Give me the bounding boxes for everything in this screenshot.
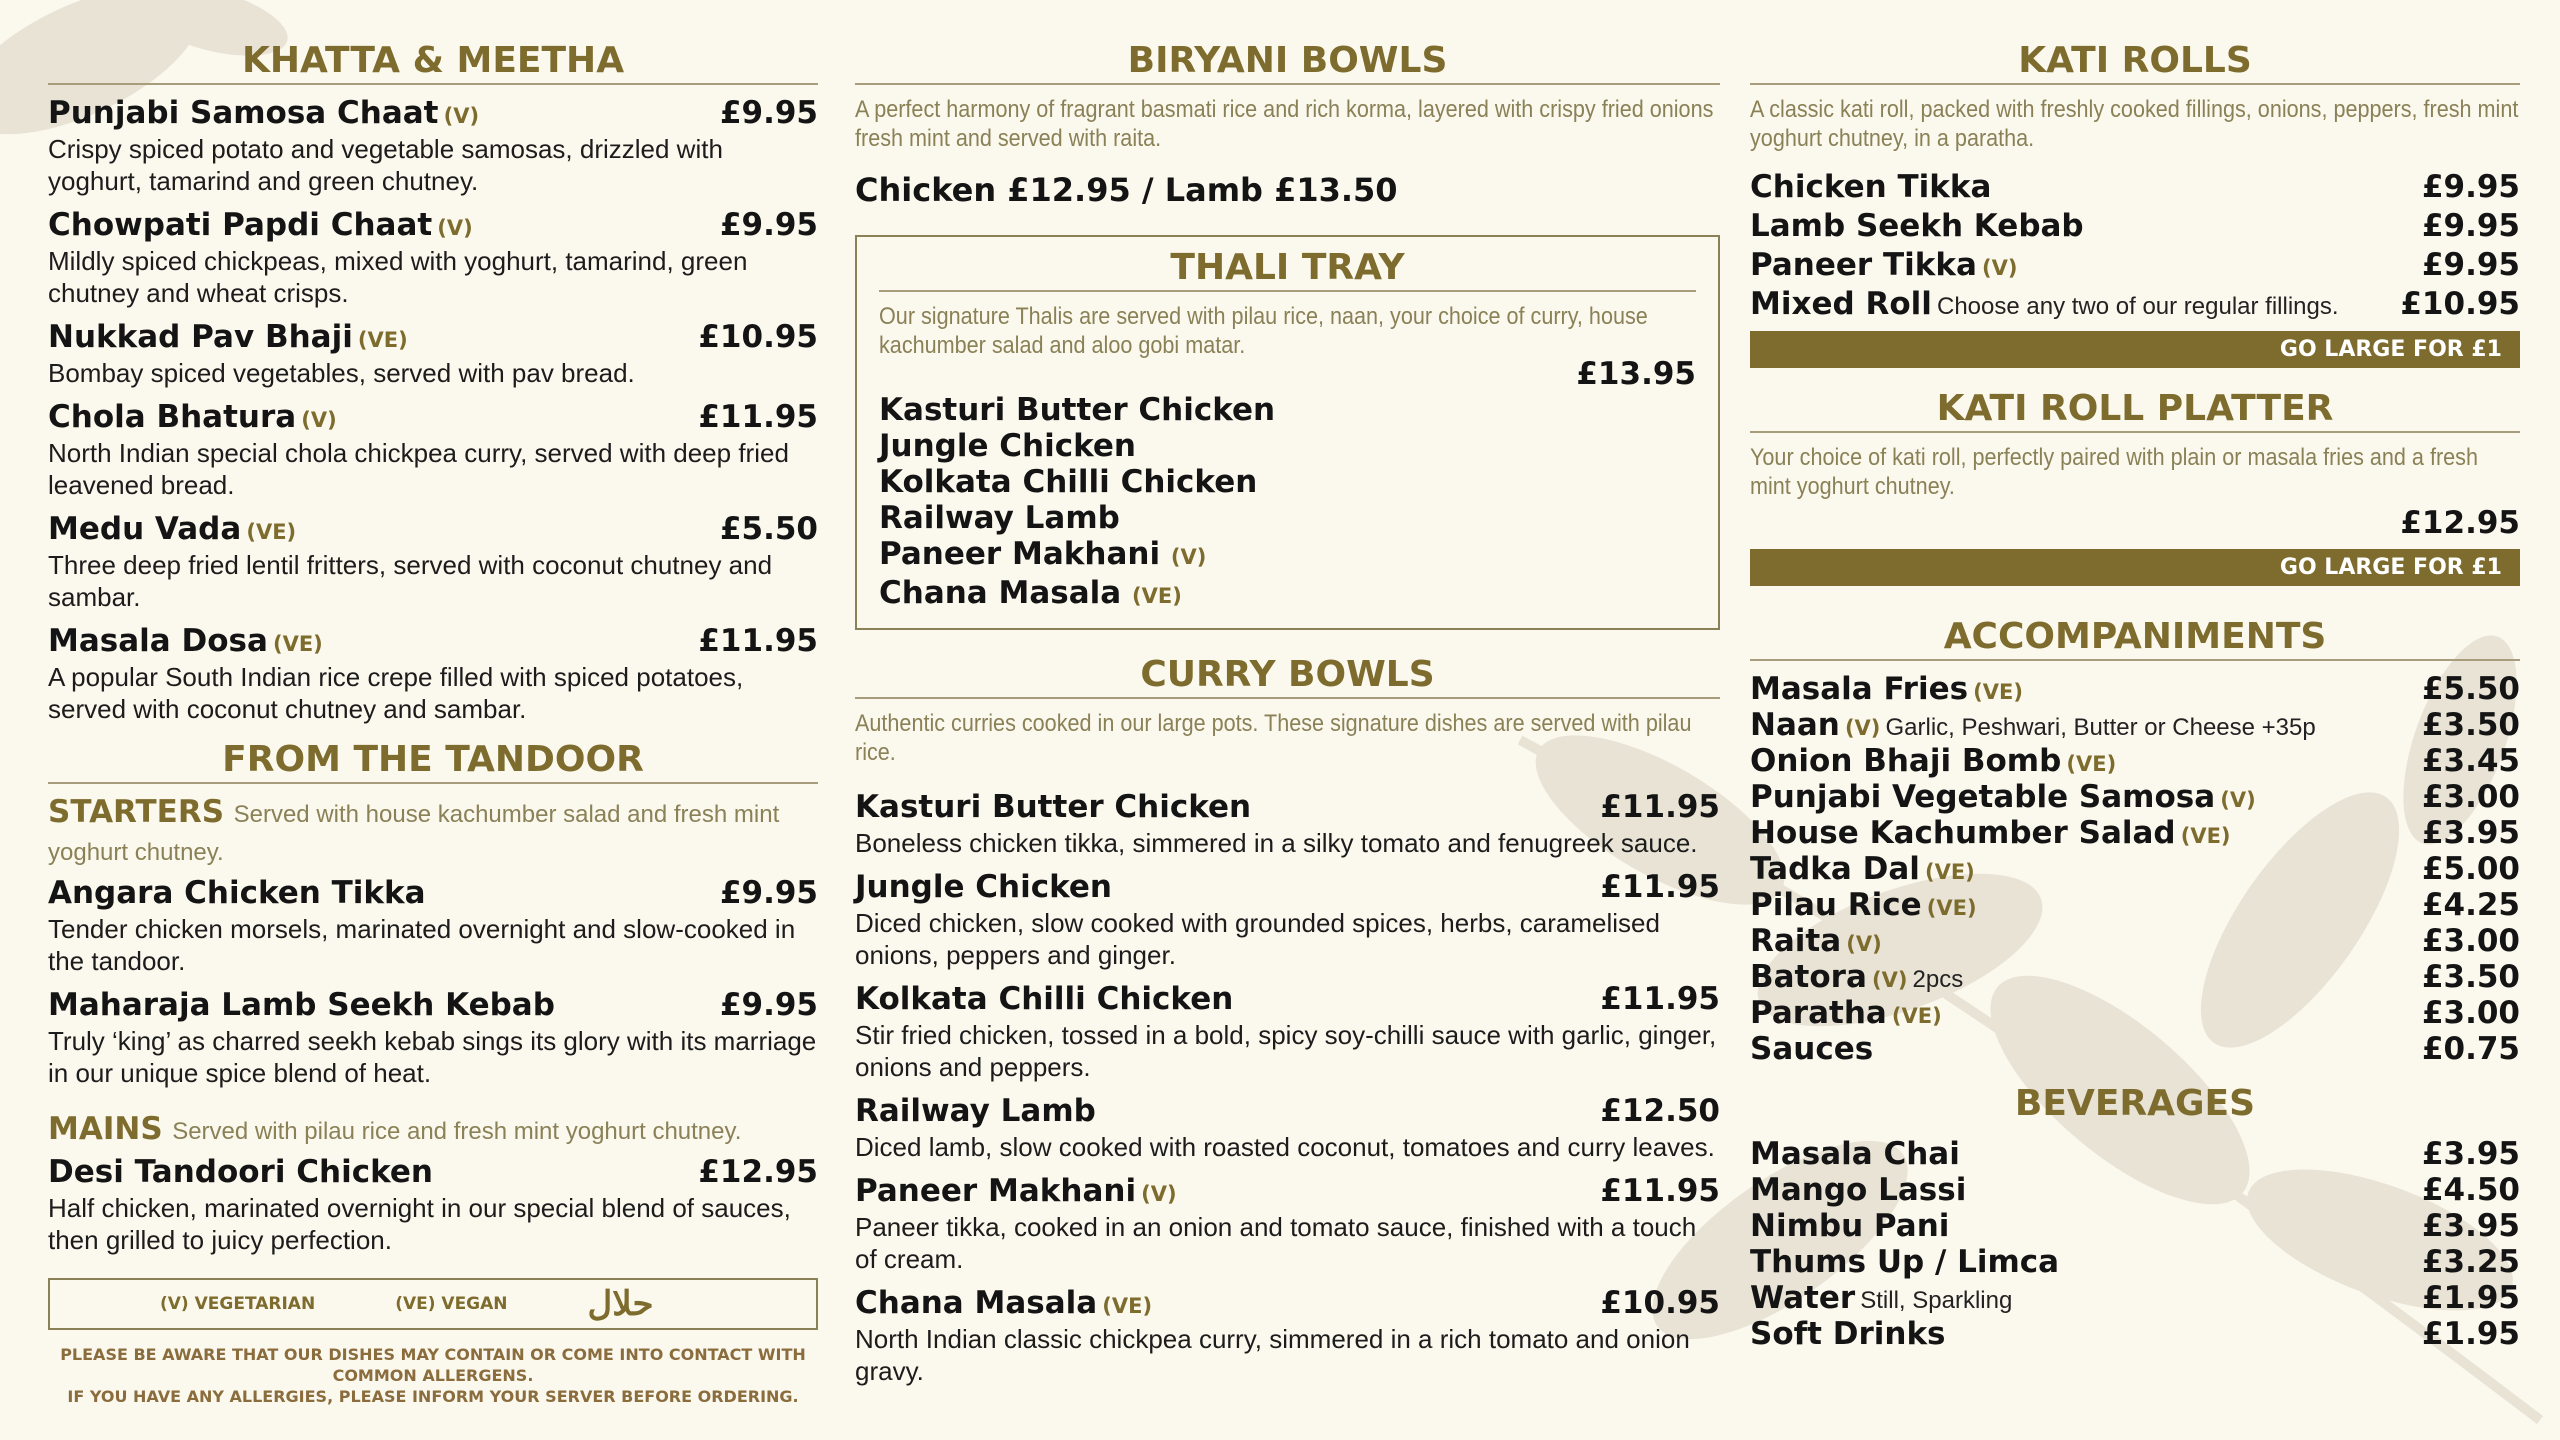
section-title-platter: KATI ROLL PLATTER: [1750, 388, 2520, 433]
menu-item-price: £5.50: [2421, 671, 2520, 707]
column-right: [1750, 40, 2520, 1352]
menu-item-price: £3.50: [2421, 707, 2520, 743]
menu-item-title: [1750, 995, 1942, 1031]
menu-item-name: Naan: [1750, 707, 1840, 743]
mains-desc: Served with pilau rice and fresh mint yoghurt chutney.: [172, 1118, 742, 1145]
menu-item-name: Mixed Roll: [1750, 286, 1932, 322]
mains-label: MAINS: [48, 1111, 163, 1147]
menu-item-name: Masala Fries: [1750, 671, 1969, 707]
menu-item-title: [48, 875, 426, 912]
dietary-tag: (V): [2220, 788, 2256, 812]
thali-dish: [879, 536, 1696, 575]
menu-item: [48, 319, 818, 389]
menu-item-name: Batora: [1750, 959, 1867, 995]
menu-item-price: £9.95: [2421, 208, 2520, 244]
menu-item-row: [1750, 707, 2520, 743]
menu-item-title: [1750, 169, 1991, 206]
menu-item-row: [48, 319, 818, 356]
menu-item: [1750, 1316, 2520, 1352]
kati-desc: A classic kati roll, packed with freshly cooked fillings, onions, peppers, fresh mint yoghurt chutney, in a paratha.: [1750, 96, 2519, 152]
platter-price: £12.95: [2400, 505, 2520, 541]
menu-item-price: £3.45: [2421, 743, 2520, 779]
thali-box: [855, 235, 1720, 630]
section-title-accompaniments: ACCOMPANIMENTS: [1750, 616, 2520, 661]
menu-item: [48, 1154, 818, 1256]
menu-item-name: Paneer Makhani: [855, 1173, 1137, 1209]
menu-item-title: [1750, 779, 2256, 815]
menu-item-price: £12.50: [1600, 1093, 1720, 1129]
thali-dish-name: Chana Masala: [879, 575, 1122, 611]
menu-item-title: [1750, 1244, 2059, 1280]
menu-item: [1750, 1280, 2520, 1316]
menu-item-price: £3.00: [2421, 995, 2520, 1031]
menu-item-row: [1750, 959, 2520, 995]
thali-dish-name: Railway Lamb: [879, 500, 1120, 536]
menu-item-row: [48, 623, 818, 660]
menu-item-title: [48, 319, 408, 356]
menu-item-title: [855, 789, 1251, 826]
menu-item-price: £4.50: [2421, 1172, 2520, 1208]
menu-item-desc: North Indian special chola chickpea curry, served with deep fried leavened bread.: [48, 438, 789, 500]
menu-item: [1750, 851, 2520, 887]
dietary-tag: (V): [443, 104, 480, 128]
menu-item: [1750, 887, 2520, 923]
menu-item-price: £9.95: [719, 875, 818, 911]
section-title-thali: THALI TRAY: [879, 247, 1696, 292]
khatta-list: [48, 95, 818, 725]
menu-item-row: [855, 1173, 1720, 1210]
menu-item-desc: Paneer tikka, cooked in an onion and tomato sauce, finished with a touch of cream.: [855, 1212, 1697, 1274]
menu-item: [855, 1093, 1720, 1163]
menu-item-title: [1750, 887, 1977, 923]
menu-item-price: £5.50: [719, 511, 818, 547]
menu-item-name: Punjabi Vegetable Samosa: [1750, 779, 2216, 815]
menu-item-title: [1750, 923, 1882, 959]
menu-item-desc: Half chicken, marinated overnight in our special blend of sauces, then grilled to juicy perfection.: [48, 1193, 791, 1255]
menu-item: [48, 207, 818, 309]
menu-item-price: £11.95: [1600, 869, 1720, 905]
dietary-tag: (VE): [272, 632, 323, 656]
thali-dish: [879, 392, 1696, 428]
menu-item-desc: Truly ‘king’ as charred seekh kebab sings its glory with its marriage in our unique spice blend of heat.: [48, 1026, 817, 1088]
menu-item: [1750, 707, 2520, 743]
menu-item-price: £1.95: [2421, 1280, 2520, 1316]
dietary-tag: (VE): [1102, 1294, 1153, 1318]
menu-item: [1750, 1031, 2520, 1067]
menu-item: [855, 1173, 1720, 1275]
dietary-tag: (VE): [1891, 1004, 1942, 1028]
menu-item: [1750, 815, 2520, 851]
menu-item-price: £11.95: [1600, 789, 1720, 825]
menu-item-title: [855, 981, 1233, 1018]
legend-vegan: (VE) VEGAN: [395, 1294, 508, 1314]
biryani-desc: A perfect harmony of fragrant basmati rice and rich korma, layered with crispy fried onions fresh mint and served with raita.: [855, 96, 1714, 152]
menu-item-name: Tadka Dal: [1750, 851, 1920, 887]
menu-item-name: Desi Tandoori Chicken: [48, 1154, 433, 1190]
biryani-prices: Chicken £12.95 / Lamb £13.50: [855, 171, 1398, 209]
menu-item-price: £3.95: [2421, 815, 2520, 851]
menu-item-title: [1750, 286, 2339, 323]
menu-item-price: £3.00: [2421, 923, 2520, 959]
menu-item-price: £11.95: [698, 623, 818, 659]
menu-item-note: Choose any two of our regular fillings.: [1937, 293, 2339, 320]
curry-list: [855, 789, 1720, 1387]
menu-item-title: [48, 1154, 433, 1191]
menu-item-price: £0.75: [2421, 1031, 2520, 1067]
dietary-tag: (VE): [2180, 824, 2231, 848]
menu-item-row: [1750, 887, 2520, 923]
menu-item-row: [1750, 1244, 2520, 1280]
menu-item: [1750, 169, 2520, 206]
menu-item-title: [1750, 1208, 1949, 1244]
beverages-list: [1750, 1136, 2520, 1352]
halal-logo: حلال: [587, 1284, 654, 1324]
menu-item-price: £9.95: [719, 207, 818, 243]
menu-item-name: Medu Vada: [48, 511, 242, 547]
menu-item-row: [1750, 1280, 2520, 1316]
dietary-tag: (VE): [1924, 860, 1975, 884]
menu-item-name: Kasturi Butter Chicken: [855, 789, 1252, 825]
menu-item-price: £3.00: [2421, 779, 2520, 815]
menu-item-row: [48, 511, 818, 548]
menu-item-title: [1750, 1136, 1960, 1172]
dietary-tag: (V): [1846, 932, 1882, 956]
menu-item-row: [1750, 247, 2520, 284]
menu-item: [48, 399, 818, 501]
menu-item-row: [855, 1285, 1720, 1322]
menu-item: [1750, 923, 2520, 959]
kati-list: [1750, 169, 2520, 323]
menu-item: [1750, 779, 2520, 815]
mains-heading: [48, 1111, 818, 1150]
legend-vegetarian: (V) VEGETARIAN: [160, 1294, 316, 1314]
menu-item-name: Maharaja Lamb Seekh Kebab: [48, 987, 555, 1023]
menu-item-title: [48, 623, 323, 660]
menu-item: [855, 1285, 1720, 1387]
menu-item-price: £3.50: [2421, 959, 2520, 995]
menu-item-title: [1750, 851, 1975, 887]
dietary-tag: (V): [1170, 545, 1207, 569]
thali-dish: [879, 575, 1696, 614]
menu-item-title: [1750, 959, 1963, 995]
menu-item-desc: A popular South Indian rice crepe filled with spiced potatoes, served with coconut chutney and sambar.: [48, 662, 744, 724]
menu-item-row: [48, 399, 818, 436]
menu-item: [1750, 1136, 2520, 1172]
menu-item-row: [1750, 743, 2520, 779]
menu-item-row: [1750, 671, 2520, 707]
menu-item-title: [855, 1093, 1096, 1130]
menu-item-row: [1750, 779, 2520, 815]
menu-item: [48, 875, 818, 977]
menu-item-desc: Bombay spiced vegetables, served with pav bread.: [48, 358, 635, 388]
menu-item-desc: Boneless chicken tikka, simmered in a silky tomato and fenugreek sauce.: [855, 828, 1698, 858]
menu-item-name: Soft Drinks: [1750, 1316, 1946, 1352]
column-left: [48, 40, 818, 1407]
menu-item-price: £10.95: [2400, 286, 2520, 322]
menu-item: [1750, 247, 2520, 284]
menu-item-title: [855, 1173, 1177, 1210]
menu-item-note: Garlic, Peshwari, Butter or Cheese +35p: [1885, 714, 2316, 741]
menu-item: [48, 623, 818, 725]
menu-item-name: Paratha: [1750, 995, 1887, 1031]
section-title-kati: KATI ROLLS: [1750, 40, 2520, 85]
menu-item-row: [855, 981, 1720, 1018]
allergy-line-2: IF YOU HAVE ANY ALLERGIES, PLEASE INFORM YOUR SERVER BEFORE ORDERING.: [67, 1387, 799, 1406]
menu-item-row: [1750, 286, 2520, 323]
starters-list: [48, 875, 818, 1089]
menu-item-row: [48, 95, 818, 132]
menu-item: [48, 95, 818, 197]
platter-go-large-bar: GO LARGE FOR £1: [1750, 549, 2520, 586]
menu-item-desc: Stir fried chicken, tossed in a bold, spicy soy-chilli sauce with garlic, ginger, onions and peppers.: [855, 1020, 1717, 1082]
menu-item: [48, 987, 818, 1089]
menu-item-name: Water: [1750, 1280, 1856, 1316]
menu-item-name: Chana Masala: [855, 1285, 1098, 1321]
menu-item-name: Sauces: [1750, 1031, 1874, 1067]
menu-item: [1750, 286, 2520, 323]
menu-item-price: £4.25: [2421, 887, 2520, 923]
menu-item-price: £11.95: [1600, 1173, 1720, 1209]
menu-item-price: £9.95: [719, 95, 818, 131]
column-middle: [855, 40, 1720, 1397]
menu-item-row: [1750, 169, 2520, 206]
menu-item-name: Nimbu Pani: [1750, 1208, 1950, 1244]
menu-item-row: [48, 987, 818, 1024]
menu-item-name: Masala Chai: [1750, 1136, 1960, 1172]
menu-item: [1750, 208, 2520, 245]
dietary-tag: (V): [1871, 968, 1908, 992]
menu-item-name: Railway Lamb: [855, 1093, 1096, 1129]
dietary-tag: (VE): [1926, 896, 1977, 920]
menu-item-price: £5.00: [2421, 851, 2520, 887]
menu-item-row: [48, 207, 818, 244]
platter-desc: Your choice of kati roll, perfectly paired with plain or masala fries and a fresh mint yoghurt chutney.: [1750, 444, 2478, 500]
menu-item-title: [855, 1285, 1152, 1322]
menu-item: [1750, 959, 2520, 995]
dietary-tag: (V): [301, 408, 337, 432]
menu-item-name: Chola Bhatura: [48, 399, 297, 435]
menu-item: [1750, 671, 2520, 707]
menu-item: [855, 789, 1720, 859]
accompaniments-list: [1750, 671, 2520, 1067]
menu-item-title: [1750, 1316, 1946, 1352]
menu-item-desc: Diced chicken, slow cooked with grounded spices, herbs, caramelised onions, peppers and ginger.: [855, 908, 1660, 970]
menu-item-row: [48, 875, 818, 912]
menu-item-row: [1750, 208, 2520, 245]
menu-item-note: Still, Sparkling: [1860, 1287, 2013, 1314]
menu-item-name: Paneer Tikka: [1750, 247, 1977, 283]
menu-item-price: £12.95: [698, 1154, 818, 1190]
menu-item-name: Mango Lassi: [1750, 1172, 1967, 1208]
allergy-line-1: PLEASE BE AWARE THAT OUR DISHES MAY CONTAIN OR COME INTO CONTACT WITH COMMON ALLERGENS.: [60, 1345, 806, 1385]
menu-item-price: £3.95: [2421, 1208, 2520, 1244]
section-title-biryani: BIRYANI BOWLS: [855, 40, 1720, 85]
menu-item: [48, 511, 818, 613]
mains-list: [48, 1154, 818, 1256]
menu-item-title: [48, 95, 479, 132]
menu-item-title: [48, 207, 473, 244]
menu-item-name: Thums Up / Limca: [1750, 1244, 2060, 1280]
menu-item-row: [1750, 1172, 2520, 1208]
menu-item-name: Onion Bhaji Bomb: [1750, 743, 2062, 779]
section-title-tandoor: FROM THE TANDOOR: [48, 739, 818, 784]
menu-item-title: [1750, 1031, 1873, 1067]
menu-item-desc: Diced lamb, slow cooked with roasted coconut, tomatoes and curry leaves.: [855, 1132, 1715, 1162]
menu-item: [855, 869, 1720, 971]
thali-dish-name: Jungle Chicken: [879, 428, 1137, 464]
menu-item-title: [1750, 671, 2023, 707]
menu-item-price: £1.95: [2421, 1316, 2520, 1352]
menu-item-price: £9.95: [2421, 247, 2520, 283]
starters-heading: [48, 794, 818, 871]
menu-item-row: [1750, 1208, 2520, 1244]
dietary-tag: (VE): [1973, 680, 2023, 704]
menu-item-row: [1750, 1031, 2520, 1067]
menu-item-row: [1750, 995, 2520, 1031]
menu-item-row: [855, 869, 1720, 906]
menu-item-title: [48, 399, 337, 436]
menu-item-price: £10.95: [698, 319, 818, 355]
menu-item-title: [1750, 707, 2316, 743]
menu-item-price: £9.95: [719, 987, 818, 1023]
menu-item: [1750, 995, 2520, 1031]
dietary-tag: (V): [437, 216, 473, 240]
menu-item-name: Pilau Rice: [1750, 887, 1922, 923]
menu-item-note: 2pcs: [1912, 966, 1964, 993]
menu-item-row: [1750, 1316, 2520, 1352]
dietary-tag: (V): [1844, 716, 1881, 740]
menu-item-desc: Crispy spiced potato and vegetable samosas, drizzled with yoghurt, tamarind and green chutney.: [48, 134, 723, 196]
menu-item-title: [48, 511, 296, 548]
menu-item-title: [48, 987, 555, 1024]
thali-dish-name: Kasturi Butter Chicken: [879, 392, 1276, 428]
menu-item-row: [1750, 923, 2520, 959]
dietary-tag: (V): [1141, 1182, 1177, 1206]
menu-item: [1750, 1208, 2520, 1244]
menu-item-title: [855, 869, 1112, 906]
thali-dish-list: [879, 392, 1696, 614]
menu-item-title: [1750, 1280, 2012, 1316]
thali-dish: [879, 428, 1696, 464]
menu-item-title: [1750, 247, 2017, 284]
menu-item-name: Nukkad Pav Bhaji: [48, 319, 353, 355]
menu-item-title: [1750, 208, 2084, 245]
menu-item-name: Punjabi Samosa Chaat: [48, 95, 439, 131]
section-title-khatta: KHATTA & MEETHA: [48, 40, 818, 85]
menu-item-title: [1750, 815, 2231, 851]
thali-dish-name: Kolkata Chilli Chicken: [879, 464, 1258, 500]
menu-item-price: £9.95: [2421, 169, 2520, 205]
section-title-beverages: BEVERAGES: [2014, 1083, 2256, 1124]
menu-item-price: £10.95: [1600, 1285, 1720, 1321]
menu-item: [1750, 743, 2520, 779]
menu-item-price: £11.95: [1600, 981, 1720, 1017]
dietary-tag: (VE): [1132, 584, 1182, 608]
dietary-tag: (VE): [246, 520, 297, 544]
starters-label: STARTERS: [48, 794, 225, 830]
section-title-curry: CURRY BOWLS: [855, 654, 1720, 699]
menu-item-name: Masala Dosa: [48, 623, 268, 659]
menu-item-title: [1750, 1172, 1966, 1208]
dietary-tag: (VE): [357, 328, 408, 352]
menu-item-row: [48, 1154, 818, 1191]
menu-item: [1750, 1244, 2520, 1280]
menu-item-desc: Three deep fried lentil fritters, served with coconut chutney and sambar.: [48, 550, 773, 612]
menu-item-row: [1750, 815, 2520, 851]
thali-dish: [879, 500, 1696, 536]
menu-item-name: Angara Chicken Tikka: [48, 875, 426, 911]
curry-desc: Authentic curries cooked in our large pots. These signature dishes are served with pilau rice.: [855, 710, 1692, 766]
menu-item-name: Raita: [1750, 923, 1842, 959]
menu-item: [1750, 1172, 2520, 1208]
kati-go-large-bar: GO LARGE FOR £1: [1750, 331, 2520, 368]
menu-item-price: £3.25: [2421, 1244, 2520, 1280]
menu-item-row: [1750, 1136, 2520, 1172]
thali-dish-name: Paneer Makhani: [879, 536, 1161, 572]
thali-desc: Our signature Thalis are served with pilau rice, naan, your choice of curry, house kachumber salad and aloo gobi matar.: [879, 303, 1648, 359]
menu-item-price: £11.95: [698, 399, 818, 435]
menu-item-name: House Kachumber Salad: [1750, 815, 2176, 851]
menu-item: [855, 981, 1720, 1083]
starters-desc: Served with house kachumber salad and fresh mint yoghurt chutney.: [48, 801, 780, 866]
menu-item-name: Kolkata Chilli Chicken: [855, 981, 1234, 1017]
menu-item-name: Chicken Tikka: [1750, 169, 1992, 205]
allergy-notice: [48, 1344, 818, 1407]
menu-item-title: [1750, 743, 2116, 779]
menu-item-row: [855, 1093, 1720, 1130]
dietary-tag: (VE): [2066, 752, 2117, 776]
menu-item-name: Chowpati Papdi Chaat: [48, 207, 433, 243]
menu-item-desc: North Indian classic chickpea curry, simmered in a rich tomato and onion gravy.: [855, 1324, 1690, 1386]
menu-item-row: [855, 789, 1720, 826]
menu-item-price: £3.95: [2421, 1136, 2520, 1172]
dietary-tag: (V): [1982, 256, 2018, 280]
thali-dish: [879, 464, 1696, 500]
menu-item-row: [1750, 851, 2520, 887]
menu-item-desc: Mildly spiced chickpeas, mixed with yoghurt, tamarind, green chutney and wheat crisps.: [48, 246, 748, 308]
menu-item-name: Jungle Chicken: [855, 869, 1113, 905]
thali-price: £13.95: [1576, 356, 1696, 392]
menu-item-desc: Tender chicken morsels, marinated overnight and slow-cooked in the tandoor.: [48, 914, 796, 976]
menu-item-name: Lamb Seekh Kebab: [1750, 208, 2084, 244]
dietary-legend: [48, 1278, 818, 1330]
